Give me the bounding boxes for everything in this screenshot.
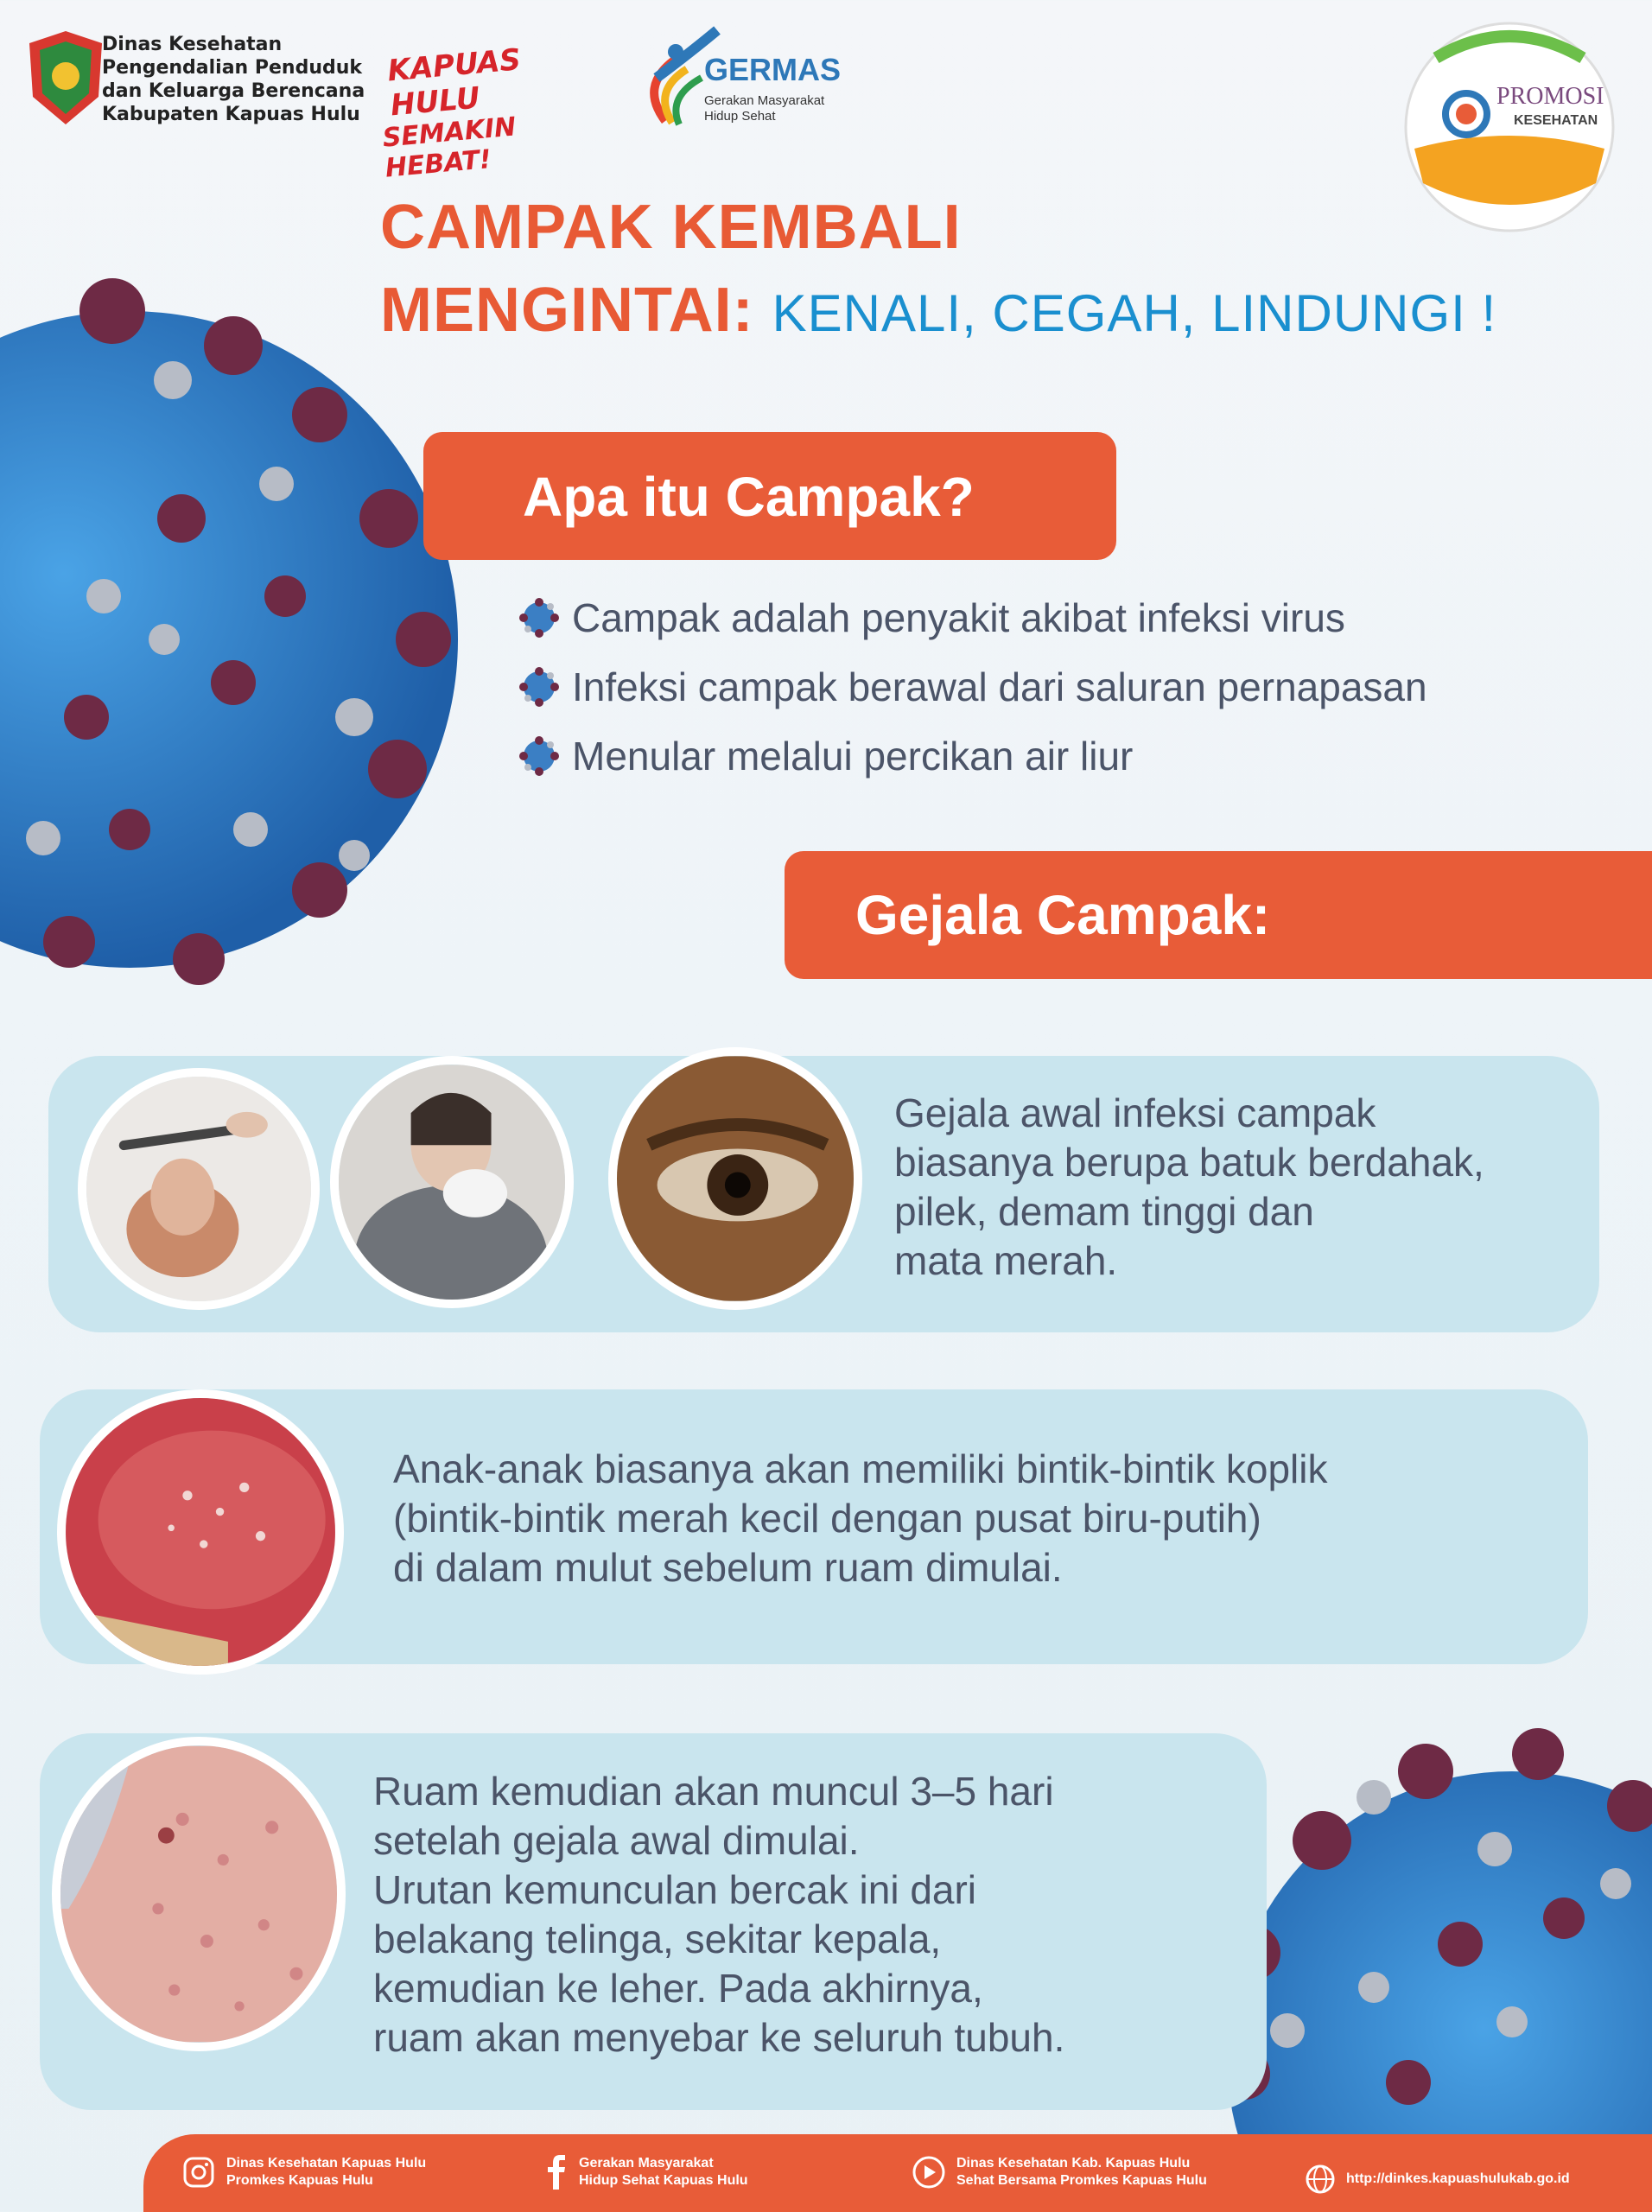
organization-name: Dinas Kesehatan Pengendalian Penduduk dan Keluarga Berencana Kabupaten Kapuas Hulu	[102, 34, 365, 125]
virus-bullet-icon	[518, 666, 560, 708]
virus-bullet-icon	[518, 597, 560, 639]
page-title-main: MENGINTAI:	[380, 276, 754, 345]
symptom-text-koplik: Anak-anak biasanya akan memiliki bintik-bintik koplik (bintik-bintik merah kecil dengan pusat biru-putih) di dalam mulut sebelum ruam dimulai.	[393, 1446, 1328, 1590]
red-eye-closeup-photo	[608, 1047, 862, 1310]
skin-rash-photo	[52, 1737, 346, 2051]
germas-subtitle: Gerakan Masyarakat Hidup Sehat	[704, 93, 825, 124]
list-item-text: Campak adalah penyakit akibat infeksi virus	[572, 595, 1345, 640]
child-fever-thermometer-photo	[78, 1068, 320, 1310]
section-heading-gejala-campak: Gejala Campak:	[855, 884, 1271, 946]
list-item-text: Menular melalui percikan air liur	[572, 734, 1134, 779]
instagram-icon	[181, 2155, 216, 2190]
globe-icon	[1305, 2164, 1336, 2195]
page-title-subtitle: KENALI, CEGAH, LINDUNGI !	[772, 284, 1497, 342]
footer-instagram[interactable]: Dinas Kesehatan Kapuas Hulu Promkes Kapuas Hulu	[181, 2155, 426, 2190]
virus-bullet-icon	[518, 735, 560, 777]
page-title-line1: CAMPAK KEMBALI	[380, 193, 962, 262]
koplik-spots-mouth-photo	[57, 1389, 344, 1675]
footer-facebook[interactable]: Gerakan Masyarakat Hidup Sehat Kapuas Hulu	[544, 2155, 748, 2190]
section-heading-apa-itu-campak: Apa itu Campak?	[523, 466, 975, 528]
list-item	[518, 721, 1427, 791]
promosi-kesehatan-badge	[1401, 19, 1617, 235]
kapuas-hulu-emblem-icon	[22, 28, 109, 130]
virus-illustration-large	[0, 233, 492, 1011]
list-item	[518, 652, 1427, 721]
page-title-line2	[380, 275, 1496, 346]
website-url: http://dinkes.kapuashulukab.go.id	[1346, 2171, 1570, 2186]
germas-title: GERMAS	[704, 52, 842, 87]
definition-list	[518, 583, 1427, 791]
woman-coughing-photo	[330, 1056, 574, 1308]
kapuas-hulu-semakin-hebat-logo: KAPUAS HULU SEMAKIN HEBAT!	[381, 42, 523, 184]
footer-website[interactable]	[1305, 2164, 1570, 2195]
symptom-text-rash: Ruam kemudian akan muncul 3–5 hari setelah gejala awal dimulai. Urutan kemunculan bercak ini dari belakang telinga, sekitar kepala, kemudian ke leher. Pada akhirnya, ruam akan menyebar ke seluruh tubuh.	[373, 1769, 1065, 2060]
promosi-subword: KESEHATAN	[1514, 113, 1598, 128]
list-item-text: Infeksi campak berawal dari saluran pernapasan	[572, 664, 1427, 709]
symptom-text-early: Gejala awal infeksi campak biasanya berupa batuk berdahak, pilek, demam tinggi dan mata merah.	[894, 1090, 1484, 1283]
youtube-icon	[912, 2155, 946, 2190]
footer-youtube[interactable]: Dinas Kesehatan Kab. Kapuas Hulu Sehat Bersama Promkes Kapuas Hulu	[912, 2155, 1207, 2190]
list-item	[518, 583, 1427, 652]
facebook-icon	[544, 2155, 569, 2190]
promosi-word: PROMOSI	[1496, 83, 1604, 110]
